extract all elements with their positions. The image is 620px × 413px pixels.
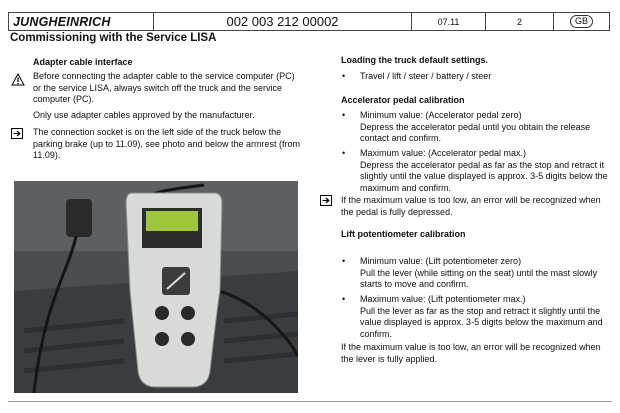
lift-min-title: Minimum value: (Lift potentiometer zero)	[360, 256, 522, 266]
keypad-button-down-left	[155, 332, 169, 346]
warning-icon	[11, 73, 25, 86]
accel-note: If the maximum value is too low, an error will be recognized when the pedal is fully depressed.	[341, 195, 601, 217]
default-settings-heading: Loading the truck default settings.	[341, 55, 489, 65]
lift-heading: Lift potentiometer calibration	[341, 229, 466, 239]
document-header	[8, 12, 610, 31]
adapter-heading: Adapter cable interface	[33, 57, 133, 67]
footer-rule	[8, 401, 612, 402]
accel-heading: Accelerator pedal calibration	[341, 95, 465, 105]
page-number: 2	[486, 13, 554, 30]
approved-cables-text: Only use adapter cables approved by the manufacturer.	[33, 110, 255, 120]
accel-max-title: Maximum value: (Accelerator pedal max.)	[360, 148, 527, 158]
bullet-marker: •	[342, 148, 346, 158]
accel-max-body: Depress the accelerator pedal as far as the stop and retract it slightly until the value displayed is approx. 3-5 digits below the maximum and confirm.	[360, 159, 608, 193]
service-lisa-photo	[14, 181, 298, 393]
adapter-plug-icon	[66, 199, 92, 237]
keypad-button-up-right	[181, 306, 195, 320]
lift-min-body: Pull the lever (while sitting on the seat) until the mast slowly starts to move and confirm.	[360, 267, 598, 289]
keypad-button-down-right	[181, 332, 195, 346]
lift-max-title: Maximum value: (Lift potentiometer max.)	[360, 294, 526, 304]
brand-logo: JUNGHEINRICH	[9, 13, 154, 30]
bullet-marker: •	[342, 294, 346, 304]
bullet-marker: •	[342, 256, 346, 266]
page-title: Commissioning with the Service LISA	[10, 32, 217, 44]
accel-min-title: Minimum value: (Accelerator pedal zero)	[360, 110, 522, 120]
warning-text: Before connecting the adapter cable to the service computer (PC) or the service LISA, always switch off the truck and the service computer (PC).	[33, 71, 295, 104]
bullet-marker: •	[342, 71, 346, 81]
arrow-note-icon	[320, 195, 332, 206]
language-code: GB	[570, 15, 593, 28]
bullet-marker: •	[342, 110, 346, 120]
language-badge	[554, 13, 609, 30]
accel-min-body: Depress the accelerator pedal until you obtain the release contact and confirm.	[360, 121, 591, 143]
lcd-display	[146, 211, 198, 231]
socket-location-text: The connection socket is on the left side of the truck below the parking brake (up to 11.09), see photo and below the armrest (from 11.09).	[33, 127, 300, 160]
lift-min-item	[360, 256, 612, 291]
accel-max-item	[360, 148, 612, 194]
lift-max-item	[360, 294, 612, 340]
arrow-note-icon	[11, 128, 23, 139]
lift-note: If the maximum value is too low, an error will be recognized when the lever is fully applied.	[341, 342, 601, 364]
default-settings-item: Travel / lift / steer / battery / steer	[360, 71, 492, 81]
document-date: 07.11	[412, 13, 486, 30]
lift-max-body: Pull the lever as far as the stop and retract it slightly until the value displayed is approx. 3-5 digits below the maximum and confirm.	[360, 305, 603, 339]
keypad-button-up-left	[155, 306, 169, 320]
document-number: 002 003 212 00002	[154, 13, 412, 30]
accel-min-item	[360, 110, 612, 145]
